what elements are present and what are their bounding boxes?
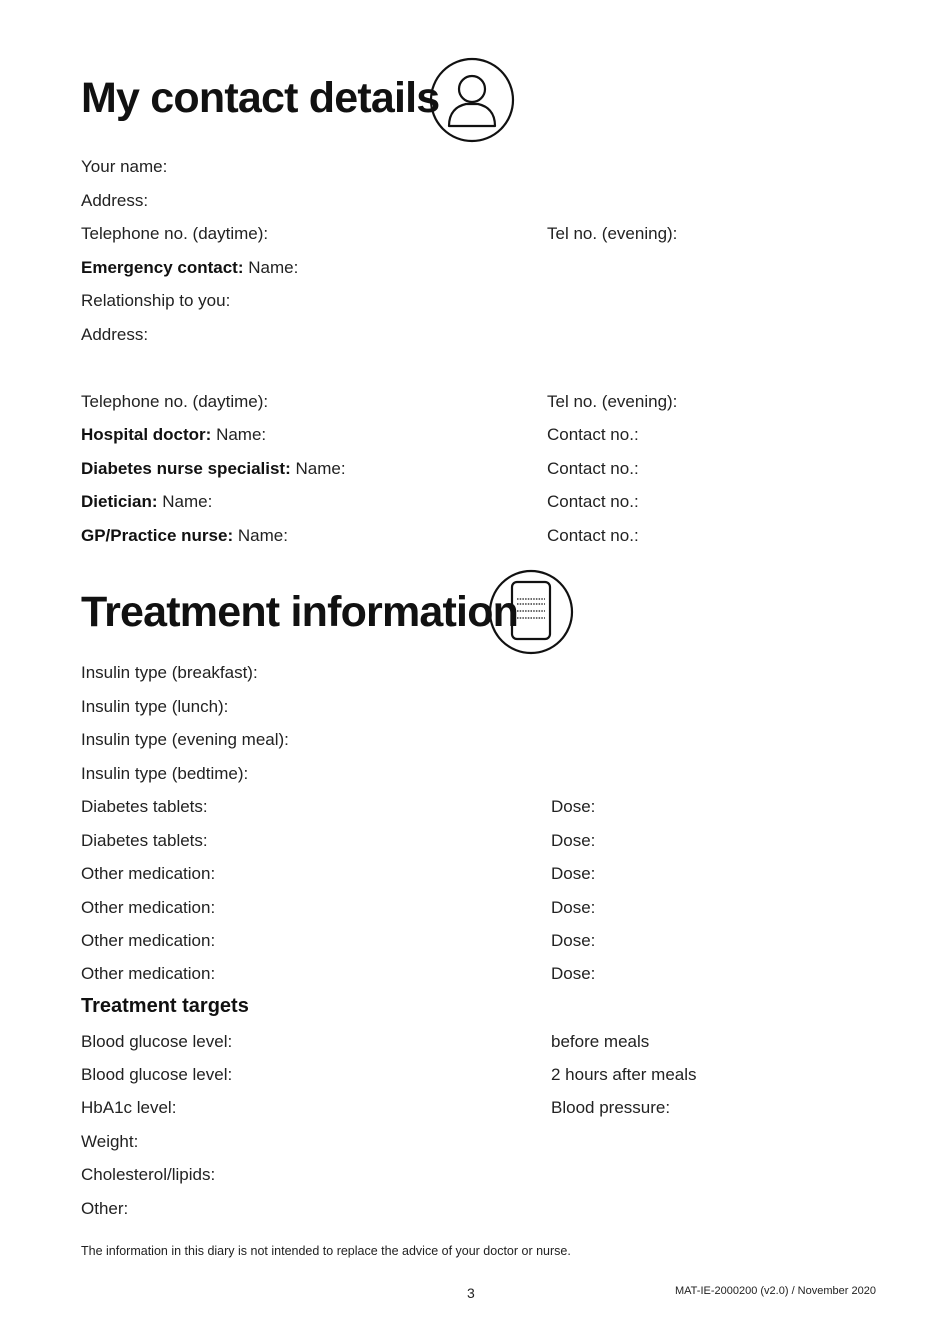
gp-practice-nurse-label <box>81 526 288 546</box>
other-medication-dose-label: Dose: <box>551 864 596 883</box>
relationship-label: Relationship to you: <box>81 291 231 310</box>
diabetes-nurse-contact-label: Contact no.: <box>547 459 639 478</box>
insulin-breakfast-label: Insulin type (breakfast): <box>81 663 258 682</box>
document-reference: MAT-IE-2000200 (v2.0) / November 2020 <box>675 1285 876 1297</box>
cholesterol-label: Cholesterol/lipids: <box>81 1165 216 1184</box>
dietician-name-label: Name: <box>157 492 213 511</box>
other-medication-label: Other medication: <box>81 964 216 983</box>
telephone-daytime-label: Telephone no. (daytime): <box>81 224 269 243</box>
gp-practice-nurse-name-label: Name: <box>233 526 288 545</box>
blood-glucose-label: Blood glucose level: <box>81 1065 233 1084</box>
insulin-bedtime-label: Insulin type (bedtime): <box>81 764 249 783</box>
diary-icon <box>488 569 574 655</box>
weight-label: Weight: <box>81 1132 139 1151</box>
blood-pressure-label: Blood pressure: <box>551 1098 671 1117</box>
hospital-doctor-label <box>81 425 266 445</box>
insulin-evening-meal-label: Insulin type (evening meal): <box>81 730 289 749</box>
dietician-contact-label: Contact no.: <box>547 492 639 511</box>
other-medication-dose-label: Dose: <box>551 898 596 917</box>
after-meals-label: 2 hours after meals <box>551 1065 697 1084</box>
other-medication-dose-label: Dose: <box>551 964 596 983</box>
emergency-name-label: Name: <box>243 258 299 277</box>
emergency-telephone-evening-label: Tel no. (evening): <box>547 392 678 411</box>
emergency-contact-heading: Emergency contact: <box>81 258 244 277</box>
treatment-information-heading: Treatment information <box>81 588 519 636</box>
gp-practice-nurse-heading: GP/Practice nurse: <box>81 526 234 545</box>
page-number: 3 <box>467 1285 475 1301</box>
hospital-doctor-heading: Hospital doctor: <box>81 425 212 444</box>
other-target-label: Other: <box>81 1199 129 1218</box>
diabetes-nurse-label <box>81 459 346 479</box>
before-meals-label: before meals <box>551 1032 650 1051</box>
insulin-lunch-label: Insulin type (lunch): <box>81 697 229 716</box>
diabetes-tablets-dose-label: Dose: <box>551 831 596 850</box>
gp-practice-nurse-contact-label: Contact no.: <box>547 526 639 545</box>
emergency-contact-label <box>81 258 298 278</box>
diabetes-nurse-heading: Diabetes nurse specialist: <box>81 459 291 478</box>
dietician-heading: Dietician: <box>81 492 158 511</box>
dietician-label <box>81 492 212 512</box>
diabetes-nurse-name-label: Name: <box>290 459 346 478</box>
diabetes-tablets-dose-label: Dose: <box>551 797 596 816</box>
contact-details-heading: My contact details <box>81 74 440 122</box>
other-medication-label: Other medication: <box>81 898 216 917</box>
emergency-telephone-daytime-label: Telephone no. (daytime): <box>81 392 269 411</box>
person-icon <box>429 57 515 143</box>
emergency-address-label: Address: <box>81 325 149 344</box>
diabetes-tablets-label: Diabetes tablets: <box>81 831 208 850</box>
diabetes-tablets-label: Diabetes tablets: <box>81 797 208 816</box>
other-medication-label: Other medication: <box>81 931 216 950</box>
your-name-label: Your name: <box>81 157 168 176</box>
address-label: Address: <box>81 191 149 210</box>
treatment-targets-heading: Treatment targets <box>81 995 249 1017</box>
hospital-doctor-name-label: Name: <box>211 425 267 444</box>
blood-glucose-label: Blood glucose level: <box>81 1032 233 1051</box>
hospital-doctor-contact-label: Contact no.: <box>547 425 639 444</box>
other-medication-dose-label: Dose: <box>551 931 596 950</box>
disclaimer: The information in this diary is not intended to replace the advice of your doctor or nurse. <box>81 1244 571 1258</box>
telephone-evening-label: Tel no. (evening): <box>547 224 678 243</box>
hba1c-label: HbA1c level: <box>81 1098 177 1117</box>
other-medication-label: Other medication: <box>81 864 216 883</box>
